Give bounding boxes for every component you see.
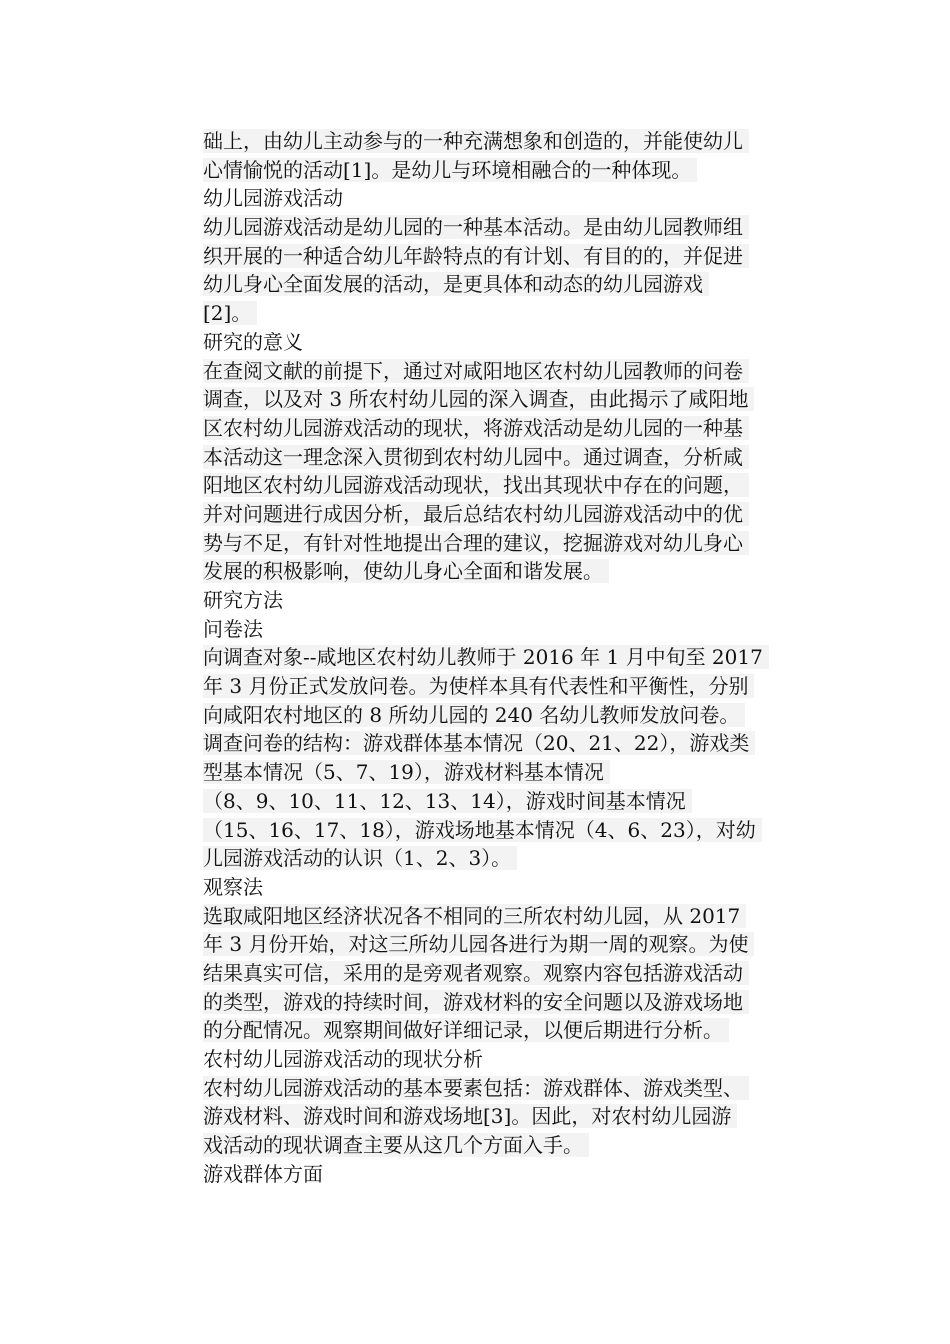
paragraph-line: [203, 557, 815, 586]
paragraph-line-text: 年 3 月份开始，对这三所幼儿园各进行为期一周的观察。为使: [203, 932, 754, 956]
paragraph-line: [203, 643, 815, 672]
paragraph-line-text: 幼儿身心全面发展的活动，是更具体和动态的幼儿园游戏: [203, 272, 709, 296]
paragraph-line-text: 选取咸阳地区经济状况各不相同的三所农村幼儿园，从 2017: [203, 904, 746, 928]
paragraph-line-text: 型基本情况（5、7、19），游戏材料基本情况: [203, 760, 610, 784]
section-heading: 研究的意义: [203, 329, 303, 354]
paragraph-line-text: 的类型，游戏的持续时间，游戏材料的安全问题以及游戏场地: [203, 990, 749, 1014]
paragraph-line-text: 儿园游戏活动的认识（1、2、3）。: [203, 846, 517, 870]
paragraph-line: [203, 299, 815, 328]
paragraph-line: [203, 500, 815, 529]
paragraph: [203, 127, 815, 184]
paragraph-line-text: （15、16、17、18），游戏场地基本情况（4、6、23），对幼: [203, 818, 762, 842]
paragraph-line-text: [2]。: [203, 301, 257, 325]
paragraph-line-text: 戏活动的现状调查主要从这几个方面入手。: [203, 1133, 589, 1157]
paragraph-line: [203, 414, 815, 443]
section-heading: 观察法: [203, 874, 263, 899]
paragraph-line: [203, 701, 815, 730]
paragraph-line: [203, 213, 815, 242]
paragraph-line: [203, 242, 815, 271]
paragraph-line: [203, 988, 815, 1017]
paragraph-line: [203, 787, 815, 816]
paragraph-line: [203, 959, 815, 988]
paragraph-line: [203, 1102, 815, 1131]
paragraph-line-text: 结果真实可信，采用的是旁观者观察。观察内容包括游戏活动: [203, 961, 749, 985]
paragraph-line: [203, 270, 815, 299]
paragraph-line: [203, 385, 815, 414]
section-heading: 游戏群体方面: [203, 1161, 323, 1186]
paragraph-line-text: 调查问卷的结构：游戏群体基本情况（20、21、22），游戏类: [203, 731, 755, 755]
paragraph-line-text: 织开展的一种适合幼儿年龄特点的有计划、有目的的，并促进: [203, 244, 749, 268]
paragraph: [203, 902, 815, 1045]
paragraph: [203, 1074, 815, 1160]
paragraph-line: [203, 672, 815, 701]
paragraph-line-text: 幼儿园游戏活动是幼儿园的一种基本活动。是由幼儿园教师组: [203, 215, 749, 239]
paragraph-line-text: 本活动这一理念深入贯彻到农村幼儿园中。通过调查，分析咸: [203, 445, 749, 469]
paragraph-line: [203, 156, 815, 185]
paragraph-line-text: 农村幼儿园游戏活动的基本要素包括：游戏群体、游戏类型、: [203, 1076, 749, 1100]
paragraph: [203, 357, 815, 587]
paragraph: [203, 213, 815, 328]
paragraph-line: [203, 443, 815, 472]
paragraph-line: [203, 1016, 815, 1045]
paragraph-line: [203, 902, 815, 931]
paragraph-line-text: 发展的积极影响，使幼儿身心全面和谐发展。: [203, 559, 609, 583]
paragraph-line-text: 调查，以及对 3 所农村幼儿园的深入调查，由此揭示了咸阳地: [203, 387, 754, 411]
paragraph-line-text: 心情愉悦的活动[1]。是幼儿与环境相融合的一种体现。: [203, 158, 697, 182]
paragraph-line-text: 游戏材料、游戏时间和游戏场地[3]。因此，对农村幼儿园游: [203, 1104, 737, 1128]
paragraph-line: [203, 471, 815, 500]
section-heading: 问卷法: [203, 616, 263, 641]
section-heading: 幼儿园游戏活动: [203, 186, 343, 211]
paragraph-line: [203, 844, 815, 873]
paragraph-line-text: 的分配情况。观察期间做好详细记录，以便后期进行分析。: [203, 1018, 729, 1042]
paragraph-line: [203, 758, 815, 787]
paragraph-line: [203, 357, 815, 386]
section-heading: 农村幼儿园游戏活动的现状分析: [203, 1047, 483, 1071]
document-page: [203, 127, 815, 1188]
paragraph-line-text: 础上，由幼儿主动参与的一种充满想象和创造的，并能使幼儿: [203, 129, 749, 153]
paragraph-line-text: 向咸阳农村地区的 8 所幼儿园的 240 名幼儿教师发放问卷。: [203, 703, 745, 727]
paragraph-line: [203, 529, 815, 558]
paragraph-line-text: 在查阅文献的前提下，通过对咸阳地区农村幼儿园教师的问卷: [203, 359, 749, 383]
paragraph: [203, 729, 815, 872]
paragraph-line: [203, 930, 815, 959]
paragraph-line-text: 区农村幼儿园游戏活动的现状，将游戏活动是幼儿园的一种基: [203, 416, 749, 440]
paragraph-line-text: 阳地区农村幼儿园游戏活动现状，找出其现状中存在的问题，: [203, 473, 749, 497]
paragraph-line: [203, 127, 815, 156]
paragraph-line-text: 年 3 月份正式发放问卷。为使样本具有代表性和平衡性，分别: [203, 674, 754, 698]
paragraph-line: [203, 1074, 815, 1103]
paragraph-line-text: 并对问题进行成因分析，最后总结农村幼儿园游戏活动中的优: [203, 502, 749, 526]
paragraph-line: [203, 816, 815, 845]
paragraph-line: [203, 729, 815, 758]
paragraph-line-text: （8、9、10、11、12、13、14），游戏时间基本情况: [203, 789, 692, 813]
paragraph-line-text: 势与不足，有针对性地提出合理的建议，挖掘游戏对幼儿身心: [203, 531, 749, 555]
paragraph: [203, 643, 815, 729]
paragraph-line: [203, 1131, 815, 1160]
section-heading: 研究方法: [203, 588, 283, 612]
paragraph-line-text: 向调查对象--咸地区农村幼儿教师于 2016 年 1 月中旬至 2017: [203, 645, 769, 669]
